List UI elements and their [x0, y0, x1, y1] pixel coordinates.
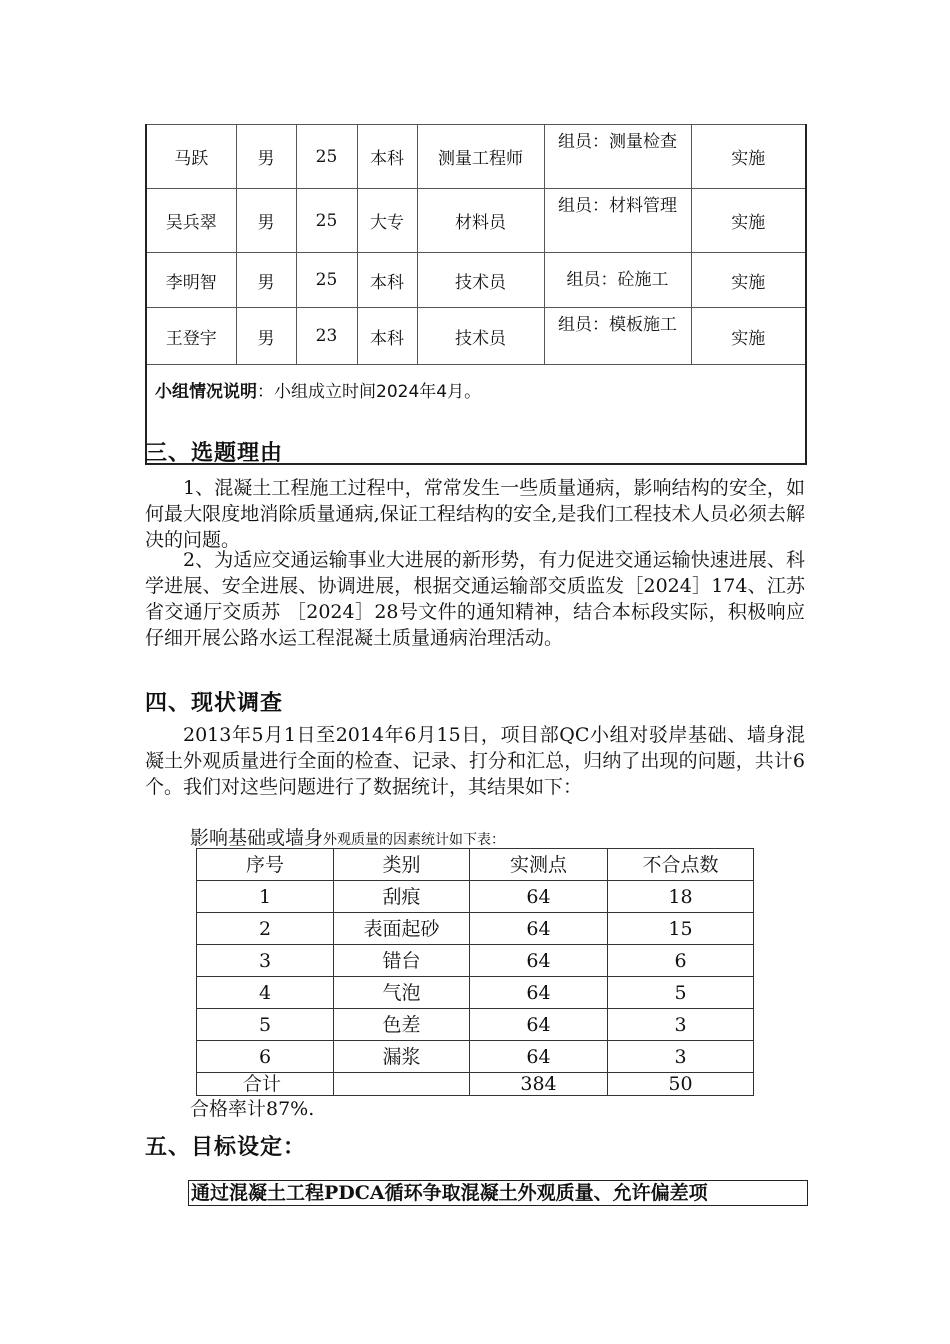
cell-category: 刮痕 [334, 881, 470, 913]
caption-main: 影响基础或墙身 [190, 827, 324, 849]
member-title: 技术员 [417, 253, 544, 308]
cell-failed: 6 [608, 945, 754, 977]
member-gender: 男 [236, 125, 296, 189]
defect-stats-table [196, 848, 754, 1096]
cell-category: 色差 [334, 1009, 470, 1041]
cell-measured: 64 [470, 1041, 608, 1073]
cell-index: 5 [197, 1009, 334, 1041]
table-row [197, 945, 754, 977]
cell-index: 3 [197, 945, 334, 977]
member-gender: 男 [236, 253, 296, 308]
table-row [197, 977, 754, 1009]
table-caption [190, 823, 505, 850]
cell-category: 表面起砂 [334, 913, 470, 945]
total-measured: 384 [470, 1073, 608, 1096]
member-title: 测量工程师 [417, 125, 544, 189]
reason-paragraph-2: 2、为适应交通运输事业大进展的新形势，有力促进交通运输快速进展、科学进展、安全进展、协调进展，根据交通运输部交质监发［2024］174、江苏省交通厅交质苏 ［2024］28号文件的通知精神，结合本标段实际，积极响应仔细开展公路水运工程混凝土质量通病治理活动。 [145, 549, 805, 649]
total-failed: 50 [608, 1073, 754, 1096]
table-row [197, 881, 754, 913]
member-name: 王登宇 [146, 308, 236, 365]
cell-category: 错台 [334, 945, 470, 977]
section-heading-reason: 三、选题理由 [145, 441, 284, 466]
member-name: 马跃 [146, 125, 236, 189]
cell-category: 气泡 [334, 977, 470, 1009]
member-education: 本科 [357, 253, 417, 308]
survey-paragraph: 2013年5月1日至2014年6月15日，项目部QC小组对驳岸基础、墙身混凝土外观质量进行全面的检查、记录、打分和汇总，归纳了出现的问题，共计6个。我们对这些问题进行了数据统计，其结果如下： [145, 724, 805, 798]
section-heading-goal: 五、目标设定： [145, 1135, 307, 1160]
member-role: 组员：模板施工 [544, 308, 691, 365]
cell-index: 2 [197, 913, 334, 945]
cell-index: 6 [197, 1041, 334, 1073]
table-row [197, 1041, 754, 1073]
team-note-label: 小组情况说明 [155, 382, 257, 402]
pass-rate: 合格率计87%. [190, 1098, 315, 1120]
member-gender: 男 [236, 189, 296, 253]
header-measured: 实测点 [470, 849, 608, 881]
header-category: 类别 [334, 849, 470, 881]
member-role: 组员：材料管理 [544, 189, 691, 253]
cell-category: 漏浆 [334, 1041, 470, 1073]
cell-failed: 5 [608, 977, 754, 1009]
section-heading-survey: 四、现状调查 [145, 691, 284, 716]
cell-measured: 64 [470, 945, 608, 977]
team-row [146, 308, 806, 365]
member-age: 25 [296, 253, 357, 308]
member-role: 组员：砼施工 [544, 253, 691, 308]
cell-failed: 3 [608, 1041, 754, 1073]
header-index: 序号 [197, 849, 334, 881]
total-label: 合计 [197, 1073, 334, 1096]
team-members-table [145, 124, 807, 465]
member-age: 25 [296, 125, 357, 189]
member-duty: 实施 [691, 308, 806, 365]
member-duty: 实施 [691, 253, 806, 308]
table-total-row [197, 1073, 754, 1096]
cell-measured: 64 [470, 881, 608, 913]
cell-measured: 64 [470, 1009, 608, 1041]
team-row [146, 189, 806, 253]
table-row [197, 913, 754, 945]
total-category [334, 1073, 470, 1096]
table-row [197, 1009, 754, 1041]
header-failed: 不合点数 [608, 849, 754, 881]
member-name: 李明智 [146, 253, 236, 308]
cell-failed: 15 [608, 913, 754, 945]
member-title: 技术员 [417, 308, 544, 365]
team-row [146, 253, 806, 308]
cell-failed: 3 [608, 1009, 754, 1041]
member-gender: 男 [236, 308, 296, 365]
cell-measured: 64 [470, 913, 608, 945]
cell-failed: 18 [608, 881, 754, 913]
reason-paragraph-1: 1、混凝土工程施工过程中，常常发生一些质量通病，影响结构的安全，如何最大限度地消除质量通病,保证工程结构的安全,是我们工程技术人员必须去解决的问题。 [145, 477, 805, 551]
table-header-row [197, 849, 754, 881]
cell-index: 1 [197, 881, 334, 913]
member-age: 23 [296, 308, 357, 365]
member-education: 本科 [357, 308, 417, 365]
cell-index: 4 [197, 977, 334, 1009]
cell-measured: 64 [470, 977, 608, 1009]
member-name: 吴兵翠 [146, 189, 236, 253]
member-title: 材料员 [417, 189, 544, 253]
member-duty: 实施 [691, 125, 806, 189]
goal-box: 通过混凝土工程PDCA循环争取混凝土外观质量、允许偏差项 [188, 1180, 808, 1206]
member-education: 大专 [357, 189, 417, 253]
member-role: 组员：测量检查 [544, 125, 691, 189]
team-row [146, 125, 806, 189]
member-duty: 实施 [691, 189, 806, 253]
team-note-text: ：小组成立时间2024年4月。 [257, 382, 482, 402]
member-education: 本科 [357, 125, 417, 189]
member-age: 25 [296, 189, 357, 253]
caption-small: 外观质量的因素统计如下表： [323, 832, 506, 848]
